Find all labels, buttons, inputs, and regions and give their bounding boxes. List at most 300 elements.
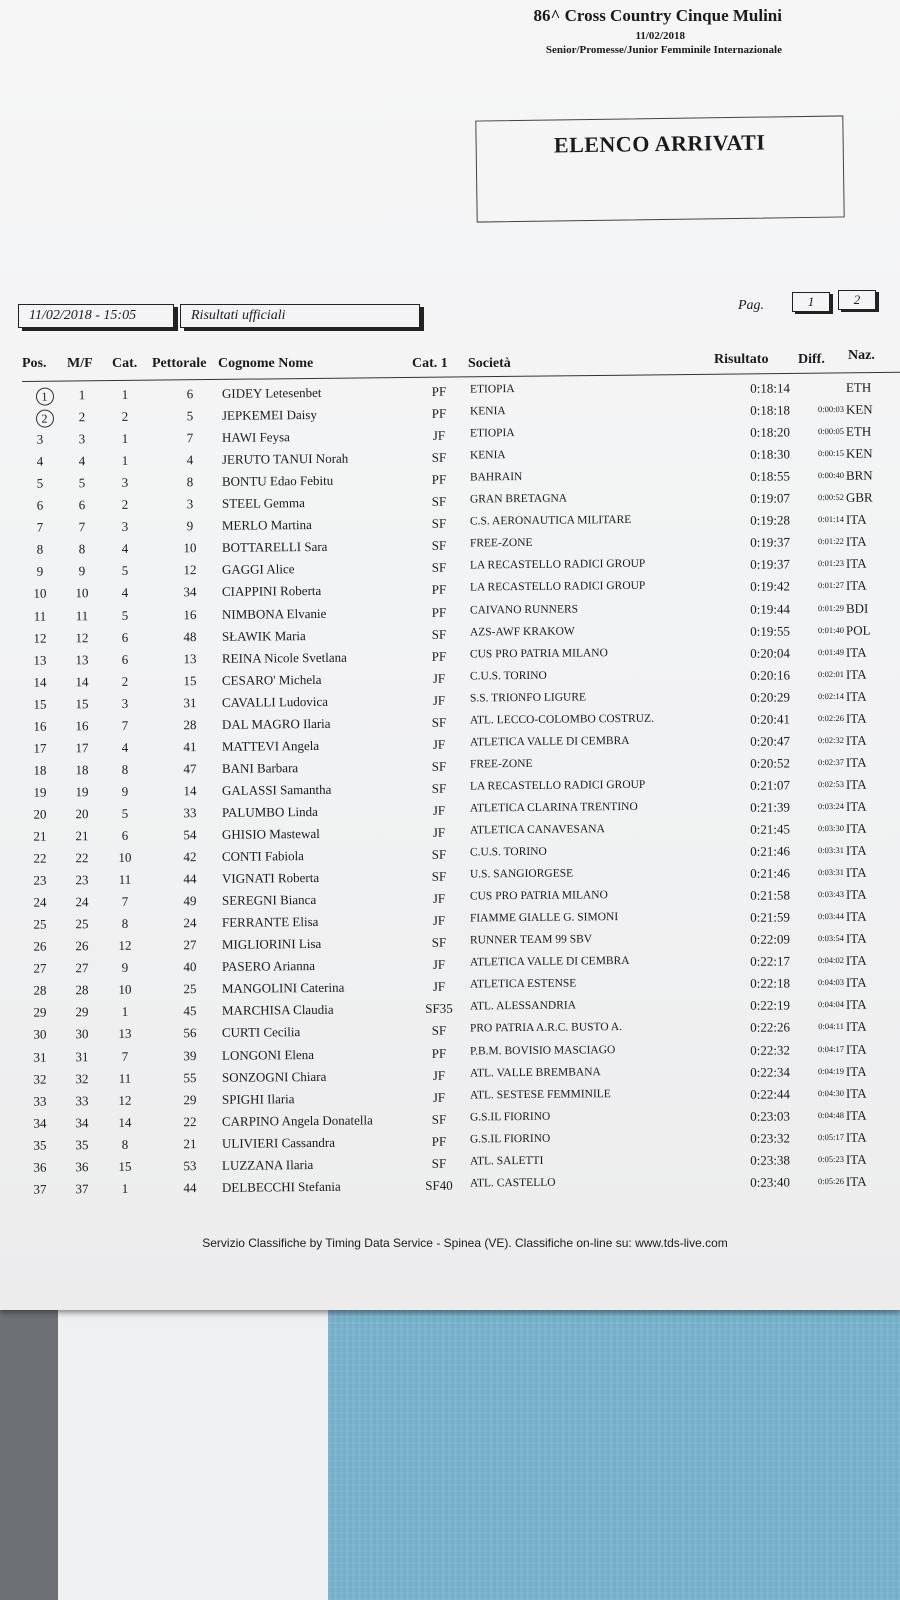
cell-name: BANI Barbara (221, 759, 299, 776)
cell-nation: ITA (845, 1085, 867, 1101)
cell-club: G.S.IL FIORINO (469, 1110, 551, 1124)
cell-diff: 0:04:11 (818, 1021, 844, 1032)
cell-cat1: JF (432, 736, 446, 752)
cell-pos: 14 (33, 674, 47, 690)
cell-pos: 3 (36, 431, 44, 447)
cell-name: SŁAWIK Maria (221, 627, 306, 644)
cell-bib: 7 (186, 430, 194, 446)
background-paper (58, 1300, 328, 1600)
cell-cat1: JF (432, 427, 446, 443)
cell-cat: 15 (118, 1158, 132, 1174)
cell-bib: 28 (183, 716, 197, 732)
cell-cat1: SF35 (425, 1001, 453, 1017)
cell-pos: 24 (33, 894, 47, 910)
cell-nation: ITA (845, 666, 867, 682)
cell-cat1: JF (432, 1089, 446, 1105)
cell-mf: 20 (75, 806, 89, 822)
cell-pos: 34 (33, 1115, 47, 1131)
cell-name: CAVALLI Ludovica (221, 693, 329, 710)
col-bib: Pettorale (152, 356, 207, 371)
cell-result: 0:22:17 (750, 953, 791, 970)
cell-cat1: SF (431, 560, 447, 576)
cell-mf: 29 (75, 1004, 89, 1020)
cell-pos: 31 (33, 1049, 47, 1065)
cell-pos: 10 (33, 585, 47, 602)
cell-bib: 4 (186, 452, 194, 468)
cell-mf: 31 (75, 1048, 89, 1064)
cell-cat1: JF (432, 890, 446, 906)
cell-name: LUZZANA Ilaria (221, 1156, 314, 1173)
cell-name: CURTI Cecilia (221, 1024, 301, 1041)
cell-name: JEPKEMEI Daisy (221, 407, 317, 423)
cell-cat1: JF (432, 692, 446, 708)
cell-name: JERUTO TANUI Norah (221, 450, 349, 468)
cell-nation: ITA (845, 754, 867, 770)
cell-result: 0:20:16 (750, 667, 791, 683)
cell-bib: 15 (183, 672, 197, 688)
footer-note: Servizio Classifiche by Timing Data Service - Spinea (VE). Classifiche on-line su: www.tds-live.com (202, 1236, 728, 1250)
cell-nation: ITA (845, 1129, 867, 1145)
cell-nation: BRN (845, 467, 873, 484)
cell-mf: 27 (75, 960, 89, 976)
cell-result: 0:18:14 (750, 380, 791, 396)
cell-diff: 0:00:40 (817, 470, 844, 481)
cell-cat: 2 (121, 497, 129, 513)
cell-pos: 4 (36, 453, 44, 469)
cell-bib: 27 (183, 937, 197, 953)
cell-pos (22, 409, 58, 427)
cell-club: ATL. SESTESE FEMMINILE (469, 1087, 611, 1102)
cell-cat: 6 (121, 651, 129, 667)
cell-cat1: JF (432, 670, 446, 686)
cell-club: P.B.M. BOVISIO MASCIAGO (469, 1043, 616, 1057)
cell-diff: 0:02:14 (817, 690, 844, 701)
cell-bib: 53 (183, 1157, 197, 1173)
cell-diff: 0:01:22 (817, 536, 844, 547)
cell-club: ATLETICA VALLE DI CEMBRA (469, 955, 630, 969)
cell-cat1: PF (431, 648, 447, 664)
cell-result: 0:22:32 (750, 1041, 791, 1058)
cell-cat: 7 (121, 717, 129, 733)
cell-club: ATL. CASTELLO (469, 1176, 556, 1190)
cell-bib: 31 (183, 694, 197, 710)
cell-bib: 47 (183, 760, 197, 777)
cell-mf: 14 (75, 673, 89, 689)
cell-result: 0:22:09 (750, 931, 791, 948)
cell-diff: 0:05:17 (817, 1131, 844, 1142)
cell-cat: 1 (121, 1180, 129, 1196)
cell-result: 0:21:45 (750, 821, 791, 837)
cell-club: U.S. SANGIORGESE (469, 867, 574, 881)
cell-club: KENIA (469, 449, 506, 462)
cell-bib: 55 (183, 1069, 197, 1085)
cell-club: GRAN BRETAGNA (469, 492, 568, 506)
cell-cat: 3 (121, 695, 129, 711)
cell-diff: 0:02:26 (817, 712, 844, 723)
cell-diff: 0:01:14 (817, 514, 844, 525)
cell-cat1: SF (431, 714, 447, 730)
cell-result: 0:21:59 (750, 909, 791, 925)
cell-name: BONTU Edao Febitu (221, 472, 334, 490)
blue-folder (328, 1302, 900, 1600)
cell-cat: 4 (121, 585, 129, 601)
cell-pos: 15 (33, 696, 47, 712)
cell-cat1: SF (431, 758, 447, 774)
cell-mf: 7 (78, 519, 86, 535)
cell-pos: 13 (33, 652, 47, 668)
cell-cat: 11 (118, 871, 132, 887)
cell-name: REINA Nicole Svetlana (221, 649, 347, 666)
cell-mf: 33 (75, 1092, 89, 1108)
cell-diff: 0:02:01 (817, 668, 844, 679)
cell-cat: 1 (121, 1004, 129, 1020)
cell-result: 0:20:29 (750, 689, 791, 705)
cell-diff: 0:00:15 (817, 448, 844, 459)
cell-club: ATLETICA CLARINA TRENTINO (469, 800, 638, 815)
cell-mf: 9 (78, 563, 86, 579)
cell-result: 0:21:58 (750, 887, 791, 903)
cell-nation: ITA (845, 511, 867, 528)
cell-pos: 30 (33, 1026, 47, 1043)
cell-bib: 40 (183, 959, 197, 975)
cell-mf: 17 (75, 739, 89, 756)
cell-club: PRO PATRIA A.R.C. BUSTO A. (469, 1021, 623, 1035)
cell-cat: 8 (121, 761, 129, 777)
cell-result: 0:21:46 (750, 843, 791, 859)
cell-club: LA RECASTELLO RADICI GROUP (469, 558, 646, 572)
cell-nation: ITA (845, 820, 867, 836)
cell-pos: 7 (36, 519, 44, 535)
cell-cat: 10 (118, 982, 132, 998)
cell-mf: 5 (78, 475, 86, 491)
cell-mf: 36 (75, 1158, 89, 1175)
cell-nation: ITA (845, 864, 867, 880)
cell-club: C.S. AERONAUTICA MILITARE (469, 514, 632, 528)
cell-diff: 0:02:32 (817, 734, 844, 745)
cell-mf: 26 (75, 938, 89, 954)
cell-cat1: JF (432, 824, 446, 840)
cell-pos: 26 (33, 938, 47, 954)
list-title-box (475, 115, 844, 222)
cell-bib: 34 (183, 584, 197, 600)
cell-cat1: SF (431, 493, 447, 510)
cell-pos: 9 (36, 563, 44, 580)
cell-cat: 7 (121, 1048, 129, 1064)
cell-name: LONGONI Elena (221, 1046, 315, 1063)
cell-diff: 0:00:03 (817, 403, 844, 415)
col-diff: Diff. (798, 352, 825, 367)
col-mf: M/F (67, 356, 93, 371)
cell-bib: 10 (183, 540, 197, 556)
cell-pos (22, 387, 58, 405)
cell-mf: 2 (78, 409, 86, 425)
cell-name: MERLO Martina (221, 517, 312, 534)
cell-name: PASERO Arianna (221, 958, 316, 975)
cell-cat1: SF (431, 780, 447, 796)
cell-cat1: PF (431, 383, 447, 399)
cell-cat: 8 (121, 915, 129, 932)
cell-cat: 4 (121, 541, 129, 557)
cell-diff: 0:04:17 (817, 1043, 844, 1054)
cell-bib: 21 (183, 1135, 197, 1151)
cell-cat1: SF (431, 868, 447, 884)
cell-diff: 0:01:49 (817, 646, 844, 657)
cell-club: LA RECASTELLO RADICI GROUP (469, 778, 646, 793)
cell-club: FREE-ZONE (469, 537, 533, 550)
cell-cat1: PF (431, 1045, 447, 1061)
cell-diff: 0:04:02 (817, 955, 844, 966)
cell-cat: 5 (121, 607, 129, 623)
cell-club: ATLETICA ESTENSE (469, 977, 577, 991)
cell-cat: 1 (121, 430, 129, 446)
cell-nation: ITA (845, 710, 867, 726)
cell-nation: ITA (845, 776, 867, 792)
cell-result: 0:22:19 (750, 997, 791, 1014)
cell-nation: ITA (845, 1019, 867, 1035)
cell-name: ULIVIERI Cassandra (221, 1134, 336, 1151)
cell-pos: 28 (33, 982, 47, 999)
cell-diff: 0:05:26 (817, 1175, 844, 1186)
cell-cat: 12 (118, 1092, 132, 1108)
cell-bib: 25 (183, 981, 197, 997)
cell-diff: 0:03:44 (817, 911, 844, 922)
cell-cat: 14 (118, 1114, 132, 1130)
cell-cat: 10 (118, 849, 132, 865)
cell-nation: ITA (845, 534, 867, 550)
cell-pos: 35 (33, 1137, 47, 1153)
cell-result: 0:18:55 (750, 468, 791, 484)
cell-bib: 41 (183, 738, 197, 755)
cell-cat: 7 (121, 893, 129, 909)
cell-club: ETIOPIA (469, 383, 515, 396)
circled-position: 2 (35, 410, 53, 428)
cell-cat: 6 (121, 827, 129, 843)
cell-club: ATL. VALLE BREMBANA (469, 1065, 601, 1080)
cell-cat1: SF (431, 626, 447, 642)
cell-cat: 2 (121, 408, 129, 424)
status-box: Risultati ufficiali (180, 304, 420, 328)
cell-name: NIMBONA Elvanie (221, 605, 327, 622)
cell-club: C.U.S. TORINO (469, 669, 547, 683)
cell-name: MATTEVI Angela (221, 737, 320, 754)
list-title: ELENCO ARRIVATI (553, 129, 766, 158)
cell-cat1: JF (432, 802, 446, 818)
cell-bib: 48 (183, 628, 197, 644)
cell-pos: 20 (33, 806, 47, 822)
cell-bib: 54 (183, 827, 197, 843)
cell-result: 0:23:40 (750, 1174, 791, 1190)
cell-diff: 0:00:05 (817, 425, 844, 437)
cell-bib: 29 (183, 1091, 197, 1107)
cell-mf: 22 (75, 850, 89, 866)
cell-name: HAWI Feysa (221, 429, 290, 445)
cell-club: ATLETICA VALLE DI CEMBRA (469, 734, 630, 749)
cell-name: MARCHISA Claudia (221, 1002, 334, 1019)
cell-result: 0:19:37 (750, 534, 791, 551)
cell-bib: 33 (183, 805, 197, 821)
cell-cat: 3 (121, 474, 129, 491)
cell-pos: 12 (33, 630, 47, 646)
cell-nation: ITA (845, 578, 867, 594)
cell-diff: 0:02:53 (817, 778, 844, 790)
cell-diff: 0:03:24 (817, 800, 844, 812)
cell-result: 0:19:55 (750, 622, 791, 639)
cell-pos: 6 (36, 497, 44, 513)
col-nation: Naz. (848, 348, 875, 363)
cell-pos: 18 (33, 762, 47, 778)
cell-diff: 0:04:03 (817, 977, 844, 988)
cell-diff: 0:00:52 (817, 492, 844, 503)
cell-diff: 0:05:23 (817, 1153, 844, 1164)
cell-cat: 1 (121, 386, 129, 402)
cell-mf: 13 (75, 651, 89, 667)
cell-bib: 6 (186, 386, 194, 402)
cell-cat: 3 (121, 519, 129, 535)
cell-club: RUNNER TEAM 99 SBV (469, 933, 593, 947)
cell-mf: 35 (75, 1136, 89, 1152)
cell-pos: 5 (36, 475, 44, 491)
cell-mf: 19 (75, 784, 89, 800)
cell-club: CUS PRO PATRIA MILANO (469, 889, 608, 903)
cell-club: ATL. ALESSANDRIA (469, 999, 577, 1013)
cell-pos: 27 (33, 960, 47, 976)
cell-result: 0:20:52 (750, 755, 791, 771)
cell-bib: 56 (183, 1025, 197, 1041)
cell-name: PALUMBO Linda (221, 803, 318, 820)
cell-mf: 11 (75, 607, 89, 623)
col-pos: Pos. (22, 356, 47, 371)
cell-pos: 11 (33, 608, 47, 624)
cell-nation: BDI (845, 600, 869, 616)
cell-cat: 1 (121, 452, 129, 468)
cell-bib: 39 (183, 1047, 197, 1063)
page-total: 2 (838, 290, 876, 310)
cell-cat1: PF (431, 582, 447, 598)
cell-mf: 32 (75, 1070, 89, 1086)
cell-cat1: PF (431, 604, 447, 620)
cell-pos: 22 (33, 850, 47, 866)
cell-cat: 5 (121, 563, 129, 579)
cell-cat1: PF (431, 1133, 447, 1149)
cell-name: MIGLIORINI Lisa (221, 936, 322, 953)
cell-result: 0:22:18 (750, 975, 791, 992)
cell-result: 0:21:07 (750, 777, 791, 793)
cell-nation: ITA (845, 930, 867, 947)
cell-cat1: PF (431, 405, 447, 421)
cell-diff: 0:03:30 (817, 822, 844, 834)
cell-name: SEREGNI Bianca (221, 892, 317, 909)
cell-nation: POL (845, 622, 871, 638)
cell-result: 0:20:41 (750, 711, 791, 727)
cell-bib: 42 (183, 849, 197, 865)
circled-position: 1 (35, 387, 53, 405)
cell-diff: 0:04:48 (817, 1109, 844, 1120)
cell-diff: 0:03:31 (817, 844, 844, 856)
cell-pos: 8 (36, 541, 44, 557)
cell-club: S.S. TRIONFO LIGURE (469, 691, 587, 705)
cell-bib: 9 (186, 518, 194, 534)
cell-mf: 3 (78, 431, 86, 447)
cell-result: 0:22:44 (750, 1086, 791, 1102)
cell-name: CIAPPINI Roberta (221, 583, 322, 600)
cell-bib: 16 (183, 606, 197, 622)
cell-mf: 6 (78, 497, 86, 513)
col-club: Società (468, 356, 511, 371)
cell-nation: KEN (845, 401, 873, 417)
cell-name: CONTI Fabiola (221, 848, 304, 864)
cell-bib: 49 (183, 893, 197, 909)
cell-mf: 34 (75, 1114, 89, 1130)
cell-name: SPIGHI Ilaria (221, 1090, 295, 1107)
cell-cat: 11 (118, 1070, 132, 1086)
cell-pos: 25 (33, 916, 47, 932)
cell-diff: 0:01:40 (817, 624, 844, 635)
cell-bib: 5 (186, 408, 194, 424)
cell-mf: 15 (75, 695, 89, 711)
cell-cat: 8 (121, 1136, 129, 1152)
cell-bib: 14 (183, 783, 197, 799)
cell-nation: ITA (845, 997, 867, 1013)
cell-cat: 4 (121, 739, 129, 755)
cell-mf: 4 (78, 453, 86, 469)
cell-cat: 6 (121, 629, 129, 645)
cell-result: 0:18:18 (750, 402, 791, 418)
cell-club: ETIOPIA (469, 427, 515, 440)
cell-name: CESARO' Michela (221, 671, 322, 688)
cell-bib: 44 (183, 871, 197, 887)
cell-result: 0:19:42 (750, 578, 791, 595)
cell-nation: ITA (845, 1173, 867, 1189)
cell-nation: ITA (845, 975, 867, 991)
cell-name: STEEL Gemma (221, 495, 305, 512)
cell-club: ATLETICA CANAVESANA (469, 823, 605, 837)
cell-diff: 0:02:37 (817, 756, 844, 767)
cell-nation: ITA (845, 644, 867, 660)
cell-pos: 29 (33, 1004, 47, 1021)
cell-mf: 25 (75, 916, 89, 932)
cell-nation: ITA (845, 688, 867, 704)
cell-cat1: PF (431, 471, 447, 488)
cell-cat1: JF (432, 1067, 446, 1083)
cell-pos: 19 (33, 784, 47, 800)
event-title: 86^ Cross Country Cinque Mulini (533, 6, 782, 25)
cell-bib: 44 (183, 1179, 197, 1196)
cell-pos: 17 (33, 740, 47, 756)
event-date: 11/02/2018 (635, 30, 685, 42)
cell-mf: 21 (75, 828, 89, 844)
cell-nation: KEN (845, 445, 873, 462)
cell-name: FERRANTE Elisa (221, 914, 319, 931)
cell-result: 0:19:07 (750, 490, 791, 507)
cell-pos: 32 (33, 1071, 47, 1087)
cell-diff: 0:03:31 (817, 866, 844, 878)
cell-club: AZS-AWF KRAKOW (469, 625, 575, 639)
cell-bib: 12 (183, 562, 197, 578)
cell-name: BOTTARELLI Sara (221, 539, 328, 556)
cell-nation: ITA (845, 1063, 867, 1079)
cell-nation: ITA (845, 1151, 867, 1167)
cell-club: LA RECASTELLO RADICI GROUP (469, 580, 646, 594)
cell-result: 0:23:03 (750, 1108, 791, 1124)
cell-result: 0:19:37 (750, 556, 791, 573)
col-name: Cognome Nome (218, 356, 314, 371)
cell-name: VIGNATI Roberta (221, 870, 320, 886)
cell-nation: ITA (845, 798, 867, 814)
cell-diff: 0:01:27 (817, 580, 844, 591)
cell-nation: ITA (845, 556, 867, 572)
cell-cat: 9 (121, 783, 129, 799)
cell-nation: ETH (845, 379, 872, 395)
